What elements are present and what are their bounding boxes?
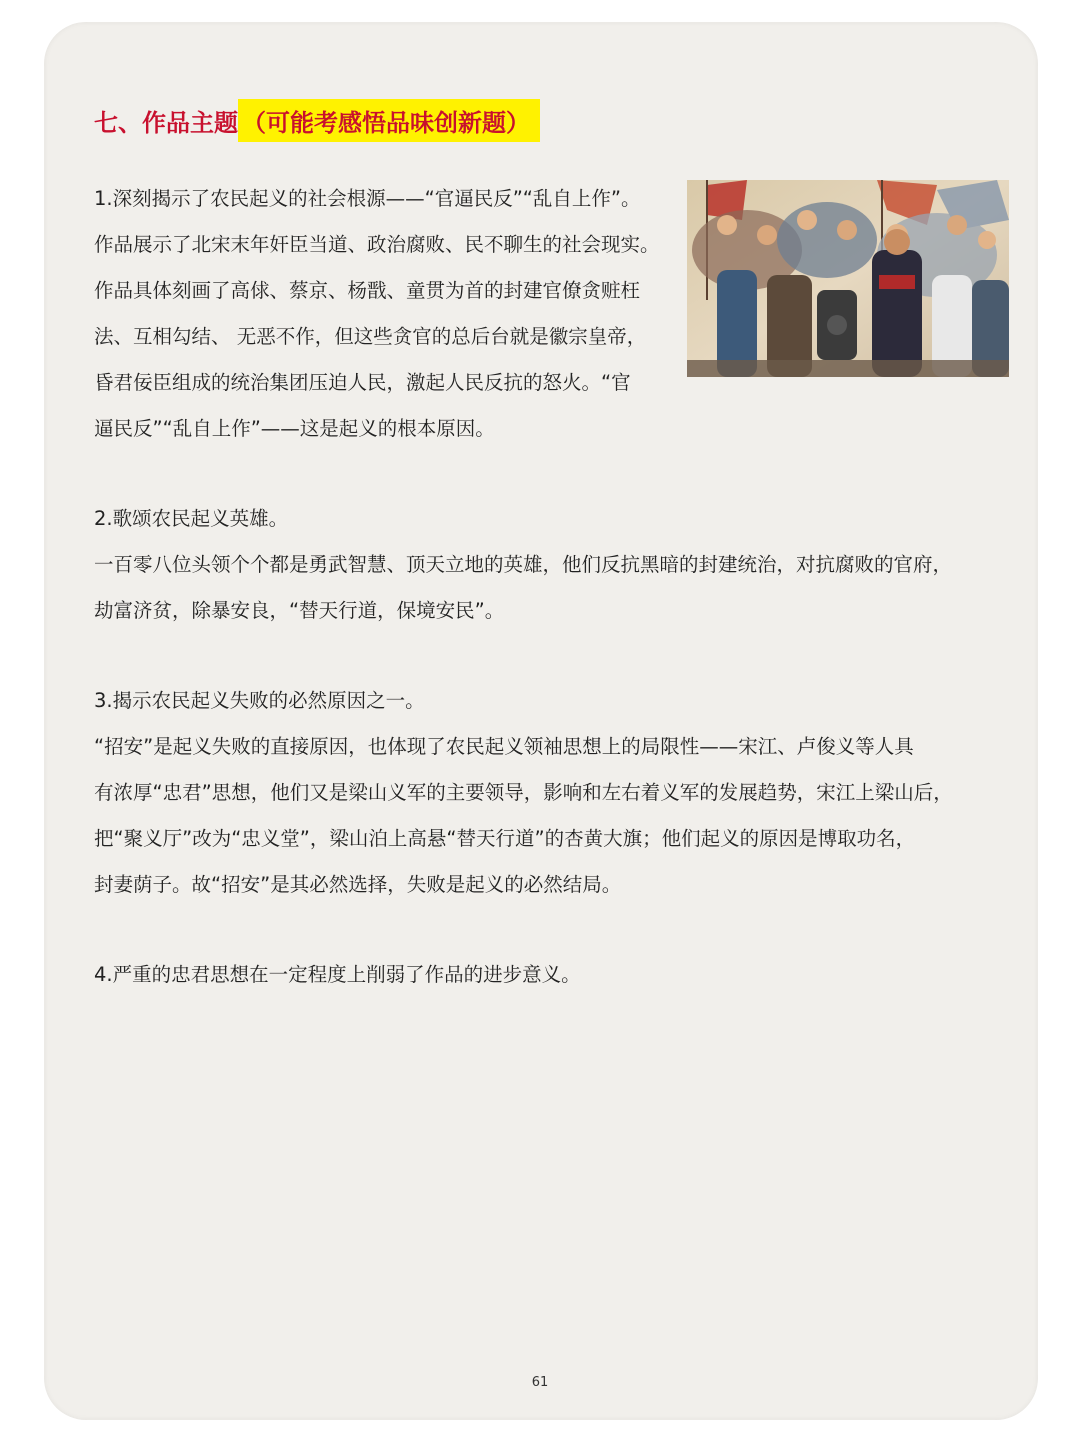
paragraph-3-line: “招安”是起义失败的直接原因，也体现了农民起义领袖思想上的局限性——宋江、卢俊义等人具 [94, 735, 914, 758]
paragraph-1-line: 昏君佞臣组成的统治集团压迫人民，激起人民反抗的怒火。“官 [94, 371, 631, 394]
title-highlight: （可能考感悟品味创新题） [238, 99, 540, 142]
paragraph-2-line: 一百零八位头领个个都是勇武智慧、顶天立地的英雄，他们反抗黑暗的封建统治，对抗腐败的官府， [94, 553, 953, 576]
paragraph-3-line: 封妻荫子。故“招安”是其必然选择，失败是起义的必然结局。 [94, 873, 622, 896]
title-text: 七、作品主题 [94, 108, 238, 137]
paragraph-2-line: 劫富济贫，除暴安良，“替天行道，保境安民”。 [94, 599, 505, 622]
paragraph-4-heading: 4.严重的忠君思想在一定程度上削弱了作品的进步意义。 [94, 963, 581, 986]
paragraph-4 [94, 952, 994, 998]
section-title [94, 98, 540, 142]
paragraph-1-line: 逼民反”“乱自上作”——这是起义的根本原因。 [94, 417, 495, 440]
paragraph-1-line: 1.深刻揭示了农民起义的社会根源——“官逼民反”“乱自上作”。 [94, 187, 641, 210]
paragraph-1-line: 作品展示了北宋末年奸臣当道、政治腐败、民不聊生的社会现实。 [94, 233, 660, 256]
mural-illustration-icon [687, 180, 1009, 377]
paragraph-1-line: 作品具体刻画了高俅、蔡京、杨戬、童贯为首的封建官僚贪赃枉 [94, 279, 641, 302]
paragraph-3 [94, 678, 1004, 908]
paragraph-2 [94, 496, 994, 634]
paragraph-2-heading: 2.歌颂农民起义英雄。 [94, 507, 289, 530]
paragraph-3-line: 有浓厚“忠君”思想，他们又是梁山义军的主要领导，影响和左右着义军的发展趋势，宋江上梁山后， [94, 781, 953, 804]
uprising-mural-image [687, 180, 1009, 377]
paragraph-1-line: 法、互相勾结、 无恶不作，但这些贪官的总后台就是徽宗皇帝， [94, 325, 647, 348]
page-number: 61 [531, 1375, 549, 1390]
paragraph-3-heading: 3.揭示农民起义失败的必然原因之一。 [94, 689, 425, 712]
paragraph-1 [94, 176, 676, 452]
paragraph-3-line: 把“聚义厅”改为“忠义堂”，梁山泊上高悬“替天行道”的杏黄大旗；他们起义的原因是博取功名， [94, 827, 916, 850]
